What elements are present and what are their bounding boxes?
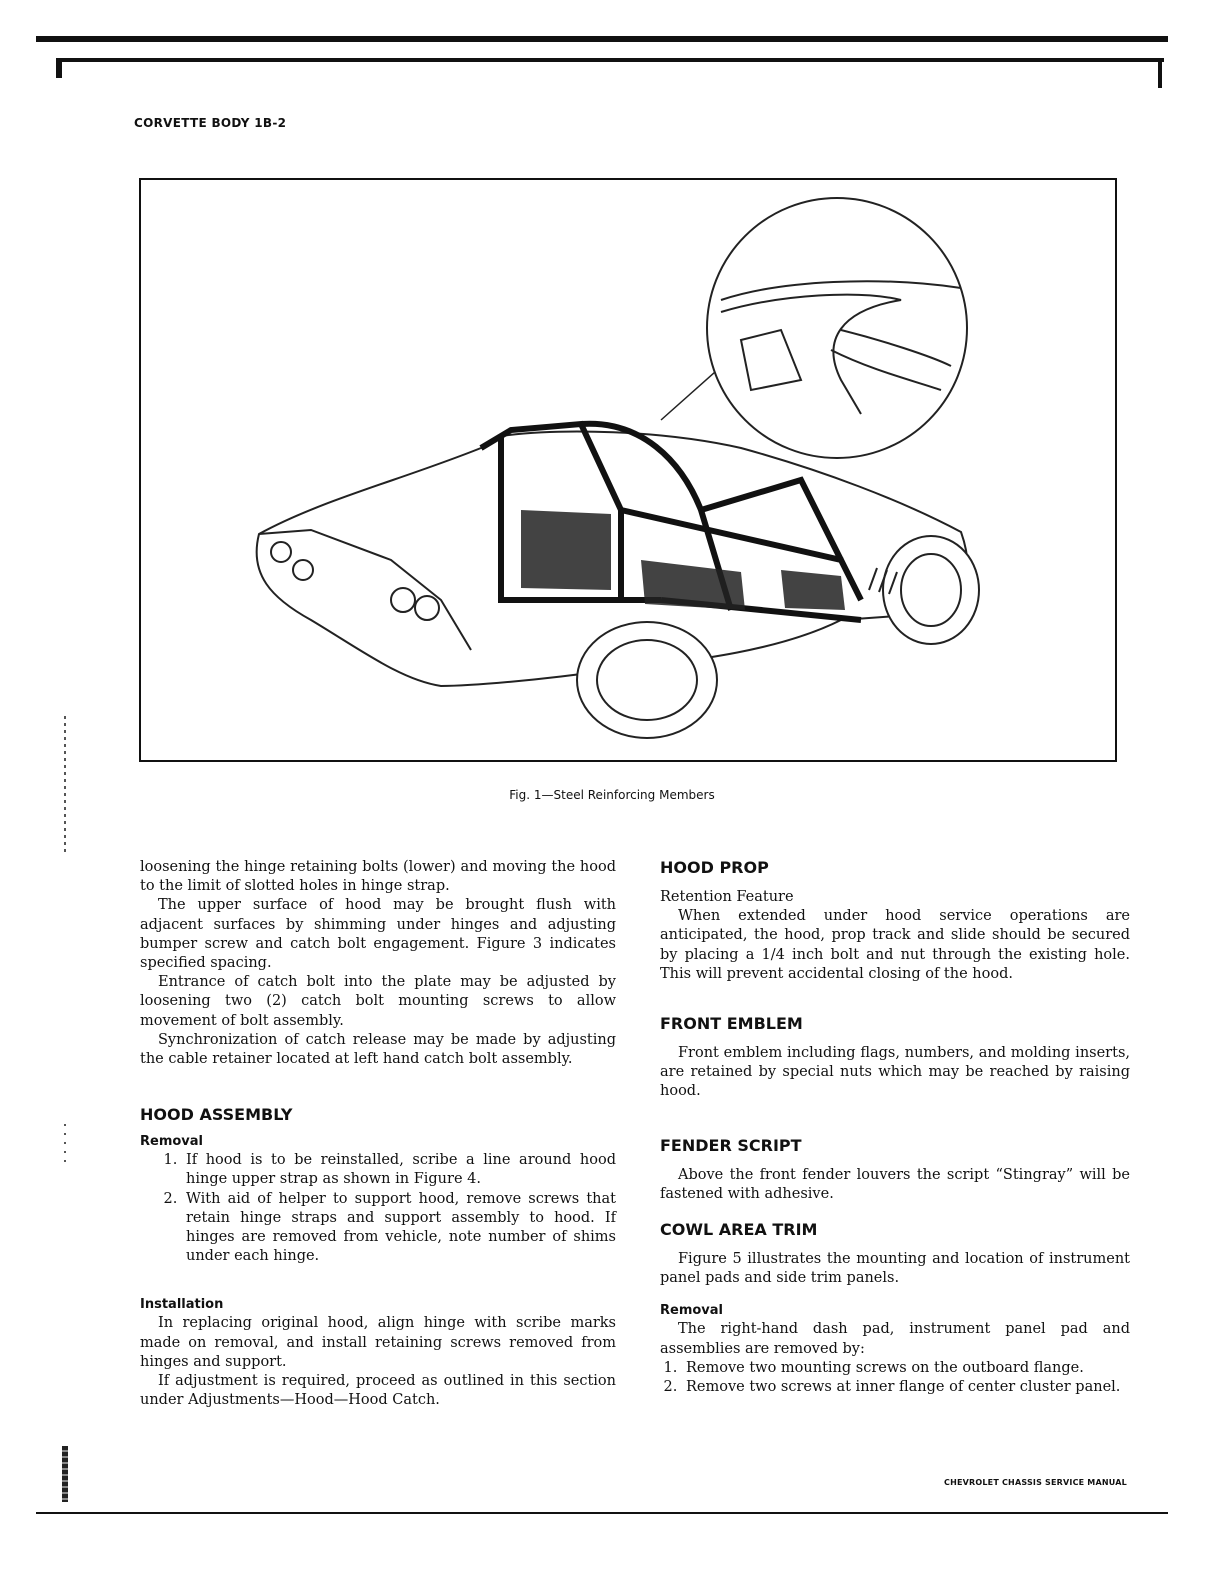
figure-caption: Fig. 1—Steel Reinforcing Members xyxy=(509,788,715,802)
list-item: 2. Remove two screws at inner flange of center cluster panel. xyxy=(682,1378,1130,1397)
section-heading-cowl-area-trim: COWL AREA TRIM xyxy=(660,1220,818,1240)
paragraph: In replacing original hood, align hinge with scribe marks made on removal, and install retaining screws removed from hinges and support. xyxy=(140,1315,616,1370)
corvette-body-illustration xyxy=(141,180,1115,760)
paragraph: Front emblem including flags, numbers, and molding inserts, are retained by special nuts which may be reached by raising hood. xyxy=(660,1045,1130,1100)
subheading-retention-feature: Retention Feature xyxy=(660,889,794,905)
paragraph: The upper surface of hood may be brought flush with adjacent surfaces by shimming under hinges and adjusting bumper screw and catch bolt engagement. Figure 3 indicates specified spacing. xyxy=(140,897,616,972)
paragraph: Figure 5 illustrates the mounting and location of instrument panel pads and side trim panels. xyxy=(660,1251,1130,1287)
right-column xyxy=(660,858,1130,1397)
running-head: CORVETTE BODY 1B-2 xyxy=(134,116,287,130)
cowl-removal-steps xyxy=(660,1359,1130,1397)
margin-binding-dots xyxy=(64,1124,66,1164)
subheading-removal: Removal xyxy=(140,1134,204,1150)
footer-manual-title: CHEVROLET CHASSIS SERVICE MANUAL xyxy=(944,1478,1127,1487)
subheading-removal: Removal xyxy=(660,1303,724,1319)
margin-binding-bar xyxy=(62,1446,68,1502)
top-rule-left-tick xyxy=(56,58,62,78)
top-rule-right-tick xyxy=(1158,58,1162,88)
paragraph: loosening the hinge retaining bolts (lower) and moving the hood to the limit of slotted holes in hinge strap. xyxy=(140,859,616,895)
list-item: 1. Remove two mounting screws on the outboard flange. xyxy=(682,1359,1130,1378)
paragraph: Above the front fender louvers the script “Stingray” will be fastened with adhesive. xyxy=(660,1166,1130,1202)
hood-removal-steps xyxy=(140,1151,616,1266)
section-heading-hood-assembly: HOOD ASSEMBLY xyxy=(140,1105,293,1125)
top-rule-inner xyxy=(56,58,1164,62)
section-heading-hood-prop: HOOD PROP xyxy=(660,858,769,877)
margin-binding-dots xyxy=(64,716,66,856)
paragraph: Synchronization of catch release may be made by adjusting the cable retainer located at left hand catch bolt assembly. xyxy=(140,1031,616,1068)
subheading-installation: Installation xyxy=(140,1297,224,1313)
section-heading-front-emblem: FRONT EMBLEM xyxy=(660,1014,803,1034)
paragraph: If adjustment is required, proceed as outlined in this section under Adjustments—Hood—Hood Catch. xyxy=(140,1373,616,1409)
paragraph: When extended under hood service operations are anticipated, the hood, prop track and slide should be secured by placing a 1/4 inch bolt and nut through the existing hole. This will prevent accidental closing of the hood. xyxy=(660,908,1130,982)
paragraph: The right-hand dash pad, instrument panel pad and assemblies are removed by: xyxy=(660,1321,1130,1357)
list-item: 1. If hood is to be reinstalled, scribe a line around hood hinge upper strap as shown in Figure 4. xyxy=(182,1151,616,1189)
figure-frame xyxy=(139,178,1117,762)
list-item: 2. With aid of helper to support hood, remove screws that retain hinge straps and support assembly to hood. If hinges are removed from vehicle, note number of shims under each hinge. xyxy=(182,1190,616,1267)
bottom-rule xyxy=(36,1512,1168,1514)
section-heading-fender-script: FENDER SCRIPT xyxy=(660,1135,802,1155)
paragraph: Entrance of catch bolt into the plate may be adjusted by loosening two (2) catch bolt mounting screws to allow movement of bolt assembly. xyxy=(140,974,616,1029)
left-column xyxy=(140,858,616,1410)
top-rule xyxy=(36,36,1168,42)
